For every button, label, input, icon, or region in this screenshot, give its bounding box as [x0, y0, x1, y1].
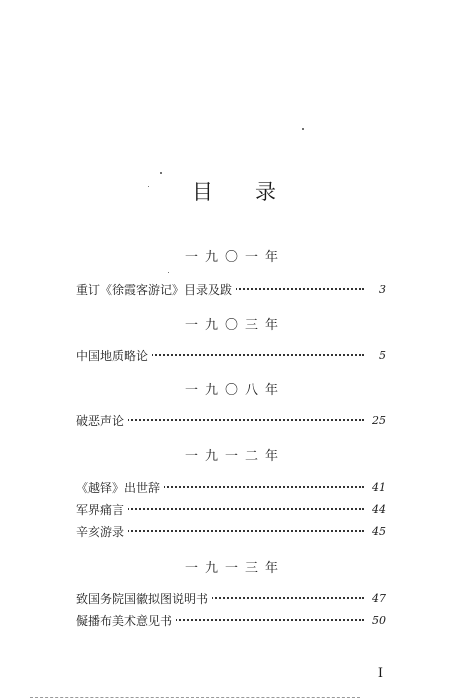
entry-page: 45 [372, 525, 386, 538]
entry-page: 50 [372, 614, 386, 627]
page-title [0, 176, 470, 206]
entry-title: 军界痛言 [76, 501, 128, 518]
entry-page: 41 [372, 481, 386, 494]
toc-entry[interactable] [76, 347, 386, 365]
year-heading: 一九一三年 [184, 561, 285, 576]
toc-entry[interactable] [76, 523, 386, 541]
scan-speck [168, 272, 169, 273]
title-char-1: 目 [192, 180, 215, 204]
entry-title: 儗播布美术意见书 [76, 612, 176, 629]
year-heading: 一九〇一年 [184, 250, 285, 265]
entry-title: 中国地质略论 [76, 347, 152, 364]
year-heading: 一九〇八年 [184, 383, 285, 398]
scan-speck [148, 186, 149, 187]
scan-speck [160, 172, 162, 174]
entry-page: 44 [372, 503, 386, 516]
toc-entry[interactable] [76, 412, 386, 430]
entry-title: 重订《徐霞客游记》目录及跋 [76, 281, 236, 298]
toc-entry[interactable] [76, 590, 386, 608]
page-folio: I [377, 666, 383, 681]
scan-edge [30, 697, 360, 698]
toc-entry[interactable] [76, 479, 386, 497]
entry-title: 致国务院国徽拟图说明书 [76, 590, 212, 607]
entry-title: 破恶声论 [76, 412, 128, 429]
entry-page: 3 [379, 283, 386, 296]
entry-page: 5 [379, 349, 386, 362]
entry-title: 《越铎》出世辞 [76, 479, 164, 496]
scan-speck [302, 128, 304, 130]
title-char-2: 录 [255, 180, 278, 204]
toc-entry[interactable] [76, 501, 386, 519]
entry-page: 47 [372, 592, 386, 605]
toc-entry[interactable] [76, 281, 386, 299]
year-heading: 一九一二年 [184, 449, 285, 464]
toc-entry[interactable] [76, 612, 386, 630]
entry-title: 辛亥游录 [76, 523, 128, 540]
year-heading: 一九〇三年 [184, 318, 285, 333]
entry-page: 25 [372, 414, 386, 427]
